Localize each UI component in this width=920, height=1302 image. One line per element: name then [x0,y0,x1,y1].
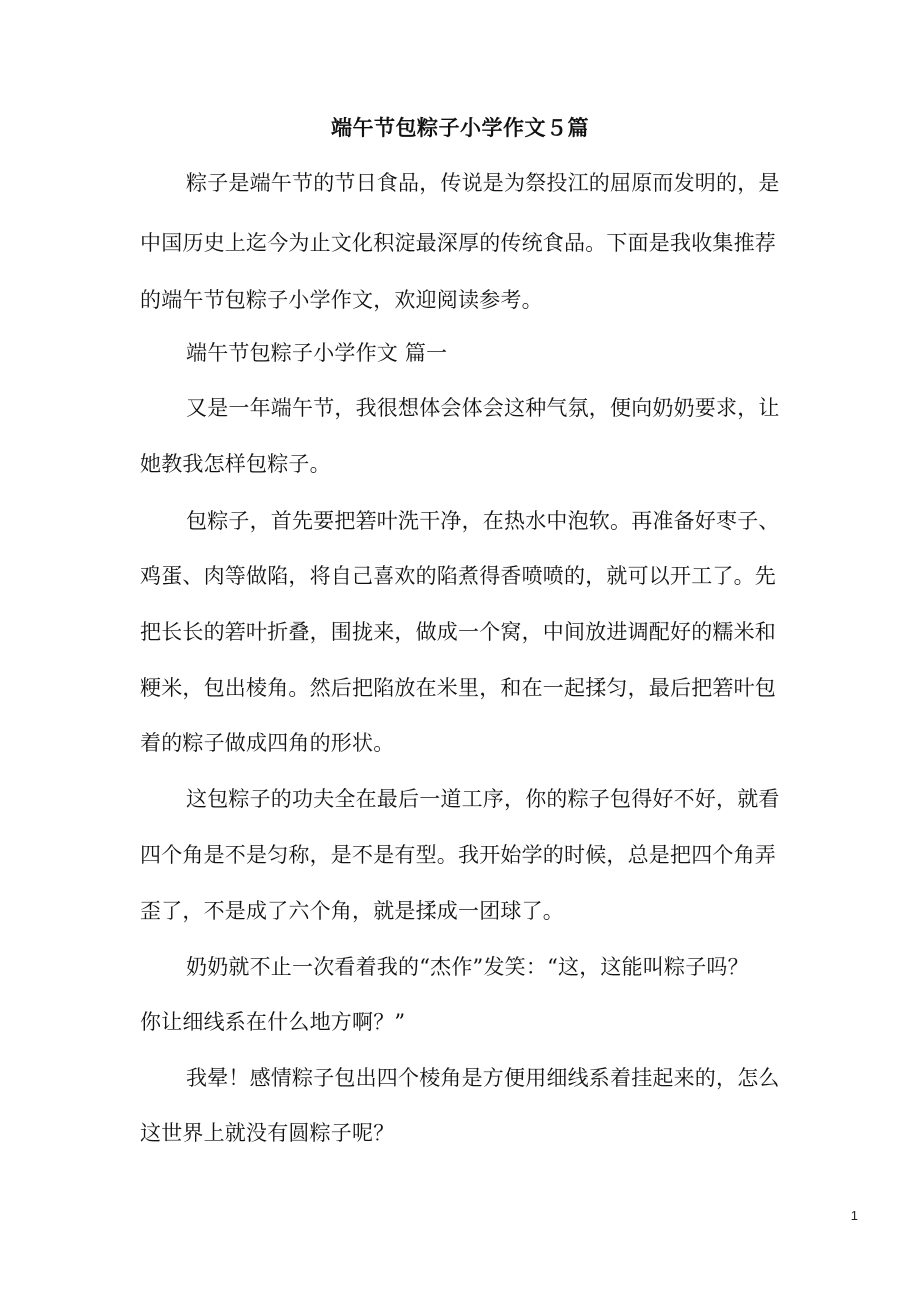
paragraph-line: 歪了，不是成了六个角，就是揉成一团球了。 [140,899,564,923]
paragraph-line: 着的粽子做成四角的形状。 [140,731,395,755]
paragraph-line: 又是一年端午节，我很想体会体会这种气氛，便向奶奶要求，让 [186,396,780,420]
page-number: 1 [850,1208,858,1223]
document-title: 端午节包粽子小学作文５篇 [331,115,589,140]
paragraph-line: 四个角是不是匀称，是不是有型。我开始学的时候，总是把四个角弄 [140,843,776,867]
paragraph-line: 这世界上就没有圆粽子呢？ [140,1121,395,1145]
paragraph-line: 的端午节包粽子小学作文，欢迎阅读参考。 [140,288,543,312]
paragraph-line: 我晕！感情粽子包出四个棱角是方便用细线系着挂起来的，怎么 [186,1066,780,1090]
paragraph-line: 她教我怎样包粽子。 [140,452,331,476]
paragraph-line: 中国历史上迄今为止文化积淀最深厚的传统食品。下面是我收集推荐 [140,231,776,255]
paragraph-line: 包粽子，首先要把箬叶洗干净，在热水中泡软。再准备好枣子、 [186,509,780,533]
paragraph-line: 粽子是端午节的节日食品，传说是为祭投江的屈原而发明的，是 [186,171,780,195]
paragraph-line: 粳米，包出棱角。然后把陷放在米里，和在一起揉匀，最后把箬叶包 [140,676,776,700]
section-heading: 端午节包粽子小学作文 篇一 [186,341,448,365]
paragraph-line: 你让细线系在什么地方啊？” [140,1010,406,1034]
paragraph-line: 鸡蛋、肉等做陷，将自己喜欢的陷煮得香喷喷的，就可以开工了。先 [140,564,776,588]
paragraph-line: 这包粽子的功夫全在最后一道工序，你的粽子包得好不好，就看 [186,787,780,811]
paragraph-line: 奶奶就不止一次看着我的“杰作”发笑：“这，这能叫粽子吗？ [186,955,749,979]
paragraph-line: 把长长的箬叶折叠，围拢来，做成一个窝，中间放进调配好的糯米和 [140,620,776,644]
